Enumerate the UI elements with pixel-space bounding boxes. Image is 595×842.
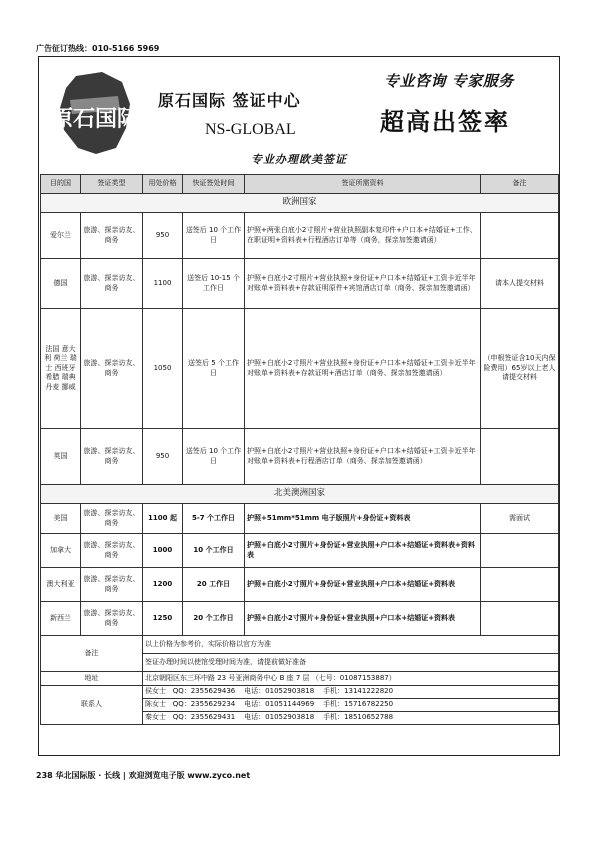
country-cell: 新西兰 [41, 602, 81, 636]
remarks-label: 备注 [41, 636, 143, 672]
note-cell: （申根签证含10天内保险费用）65岁以上老人请提交材料 [481, 309, 559, 429]
time-cell: 送签后 10-15 个工作日 [183, 259, 245, 309]
company-title-cn: 原石国际 签证中心 [158, 91, 301, 110]
note-cell [481, 429, 559, 485]
contact-qq: QQ：2355629431 [172, 713, 236, 722]
table-row [41, 568, 559, 602]
requirements-cell: 护照+白底小2寸照片+身份证+营业执照+户口本+结婚证+资料表 [245, 568, 481, 602]
contact-mobile: 手机：13141222820 [323, 687, 394, 696]
contact-mobile: 手机：18510652788 [323, 713, 394, 722]
contact-name: 秦女士 [145, 713, 166, 722]
note-cell [481, 213, 559, 259]
country-cell: 加拿大 [41, 534, 81, 568]
requirements-cell: 护照+白底小2寸照片+营业执照+身份证+户口本+结婚证+工资卡近半年对账单+资料表+存款证明原件+宾馆酒店订单（商务、探亲加签邀请函） [245, 259, 481, 309]
type-cell: 旅游、探亲访友、商务 [81, 309, 143, 429]
price-cell: 1100 起 [143, 504, 183, 534]
company-title-en: NS-GLOBAL [205, 121, 296, 138]
contact-label: 联系人 [41, 686, 143, 725]
header-price: 用处价格 [143, 175, 183, 194]
country-cell: 爱尔兰 [41, 213, 81, 259]
requirements-cell: 护照+白底小2寸照片+身份证+营业执照+户口本+结婚证+资料表+资料表 [245, 534, 481, 568]
price-cell: 1250 [143, 602, 183, 636]
note-cell: 需面试 [481, 504, 559, 534]
table-row [41, 309, 559, 429]
requirements-cell: 护照+白底小2寸照片+身份证+营业执照+户口本+结婚证+资料表 [245, 602, 481, 636]
contact-name: 侯女士 [145, 687, 166, 696]
page-subtitle: 专业办理欧美签证 [251, 153, 347, 166]
slogan-consult: 专业咨询 专家服务 [384, 72, 514, 90]
requirements-cell: 护照+白底小2寸照片+营业执照+身份证+户口本+结婚证+工资卡近半年对账单+资料表+存款证明+酒店订单（商务、探亲加签邀请函） [245, 309, 481, 429]
contact-row [41, 686, 559, 699]
table-row [41, 213, 559, 259]
type-cell: 旅游、探亲访友、商务 [81, 504, 143, 534]
section-title: 北美澳洲国家 [41, 485, 559, 504]
type-cell: 旅游、探亲访友、商务 [81, 602, 143, 636]
contact-qq: QQ：2355629234 [172, 700, 236, 709]
time-cell: 送签后 10 个工作日 [183, 213, 245, 259]
contact-qq: QQ：2355629436 [172, 687, 236, 696]
section-europe [41, 194, 559, 213]
price-cell: 950 [143, 213, 183, 259]
section-north-america [41, 485, 559, 504]
table-row [41, 259, 559, 309]
price-cell: 1100 [143, 259, 183, 309]
page-footer: 238 华北国际版 · 长线 | 欢迎浏览电子版 www.zyco.net [36, 771, 251, 780]
country-cell: 美国 [41, 504, 81, 534]
contact-phone: 电话：01051144969 [244, 700, 315, 709]
type-cell: 旅游、探亲访友、商务 [81, 534, 143, 568]
address-row [41, 672, 559, 686]
header-country: 目的国 [41, 175, 81, 194]
header-requirements: 签证所需资料 [245, 175, 481, 194]
price-cell: 1200 [143, 568, 183, 602]
contact-mobile: 手机：15716782250 [323, 700, 394, 709]
remark-line: 以上价格为参考价，实际价格以官方为准 [143, 636, 559, 654]
ns-global-logo [50, 70, 140, 156]
header-visa-type: 签证类型 [81, 175, 143, 194]
time-cell: 20 个工作日 [183, 602, 245, 636]
country-cell: 德国 [41, 259, 81, 309]
time-cell: 20 工作日 [183, 568, 245, 602]
section-title: 欧洲国家 [41, 194, 559, 213]
table-row [41, 602, 559, 636]
hotline-text: 广告征订热线：010-5166 5969 [36, 44, 160, 53]
requirements-cell: 护照+两张白底小2寸照片+营业执照副本复印件+户口本+结婚证+工作、在职证明+资料表+行程酒店订单等（商务，探亲加签邀请函） [245, 213, 481, 259]
address-value: 北京朝阳区东三环中路 23 号亚洲商务中心 B 座 7 层 （七号：01087153887） [143, 672, 559, 686]
table-row [41, 534, 559, 568]
type-cell: 旅游、探亲访友、商务 [81, 568, 143, 602]
type-cell: 旅游、探亲访友、商务 [81, 213, 143, 259]
requirements-cell: 护照+白底小2寸照片+营业执照+身份证+户口本+结婚证+工资卡近半年对账单+资料表+行程酒店订单（商务、探亲加签邀请函） [245, 429, 481, 485]
note-cell [481, 602, 559, 636]
time-cell: 送签后 10 个工作日 [183, 429, 245, 485]
time-cell: 10 个工作日 [183, 534, 245, 568]
time-cell: 送签后 5 个工作日 [183, 309, 245, 429]
remark-line: 签证办理时间以使馆受理时间为准，请提前做好准备 [143, 654, 559, 672]
country-cell: 澳大利亚 [41, 568, 81, 602]
country-cell: 英国 [41, 429, 81, 485]
contact-name: 陈女士 [145, 700, 166, 709]
note-cell: 请本人提交材料 [481, 259, 559, 309]
table-row [41, 429, 559, 485]
type-cell: 旅游、探亲访友、商务 [81, 259, 143, 309]
note-cell [481, 534, 559, 568]
price-cell: 1050 [143, 309, 183, 429]
address-label: 地址 [41, 672, 143, 686]
country-cell: 法国 意大利 荷兰 瑞士 西班牙 希腊 瑞典 丹麦 挪威 [41, 309, 81, 429]
table-row [41, 504, 559, 534]
visa-table [40, 174, 559, 725]
contact-line [143, 699, 559, 712]
table-header-row [41, 175, 559, 194]
contact-phone: 电话：01052903818 [244, 687, 315, 696]
requirements-cell: 护照+51mm*51mm 电子版照片+身份证+资料表 [245, 504, 481, 534]
header-notes: 备注 [481, 175, 559, 194]
type-cell: 旅游、探亲访友、商务 [81, 429, 143, 485]
price-cell: 1000 [143, 534, 183, 568]
note-cell [481, 568, 559, 602]
header-time: 快证签处时间 [183, 175, 245, 194]
time-cell: 5-7 个工作日 [183, 504, 245, 534]
contact-line [143, 686, 559, 699]
logo-text: 原石国际 [50, 106, 140, 132]
slogan-approval-rate: 超高出签率 [380, 108, 510, 136]
price-cell: 950 [143, 429, 183, 485]
contact-line [143, 712, 559, 725]
remarks-row [41, 636, 559, 654]
contact-phone: 电话：01052903818 [244, 713, 315, 722]
